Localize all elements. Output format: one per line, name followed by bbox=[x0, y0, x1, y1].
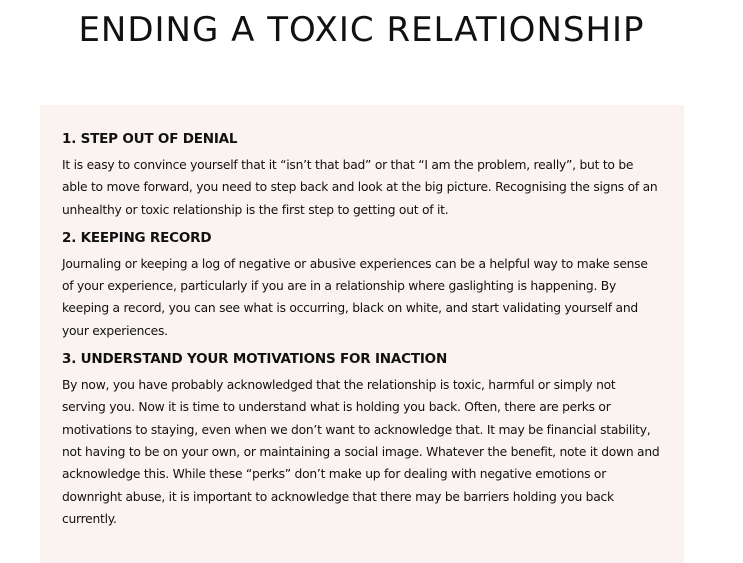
content-card bbox=[40, 105, 684, 563]
section-understand-motivations bbox=[62, 351, 662, 530]
section-keeping-record bbox=[62, 230, 662, 342]
section-heading: 1. STEP OUT OF DENIAL bbox=[62, 131, 238, 147]
section-step-out-of-denial bbox=[62, 131, 662, 221]
section-body: Journaling or keeping a log of negative or abusive experiences can be a helpful way to make sense of your experience, particularly if you are in a relationship where gaslighting is happening. By keeping a record, you can see what is occurring, black on white, and start validating yourself and your experiences. bbox=[62, 256, 648, 338]
section-body: It is easy to convince yourself that it “isn’t that bad” or that “I am the problem, really”, but to be able to move forward, you need to step back and look at the big picture. Recognising the signs of an unhealthy or toxic relationship is the first step to getting out of it. bbox=[62, 158, 658, 217]
section-body: By now, you have probably acknowledged that the relationship is toxic, harmful or simply not serving you. Now it is time to understand what is holding you back. Often, there are perks or motivations to staying, even when we don’t want to acknowledge that. It may be financial stability, not having to be on your own, or maintaining a social image. Whatever the benefit, note it down and acknowledge this. While these “perks” don’t make up for dealing with negative emotions or downright abuse, it is important to acknowledge that there may be barriers holding you back currently. bbox=[62, 378, 660, 526]
section-heading: 3. UNDERSTAND YOUR MOTIVATIONS FOR INACTION bbox=[62, 351, 448, 368]
page-title: ENDING A TOXIC RELATIONSHIP bbox=[78, 10, 645, 50]
section-heading: 2. KEEPING RECORD bbox=[62, 229, 212, 246]
